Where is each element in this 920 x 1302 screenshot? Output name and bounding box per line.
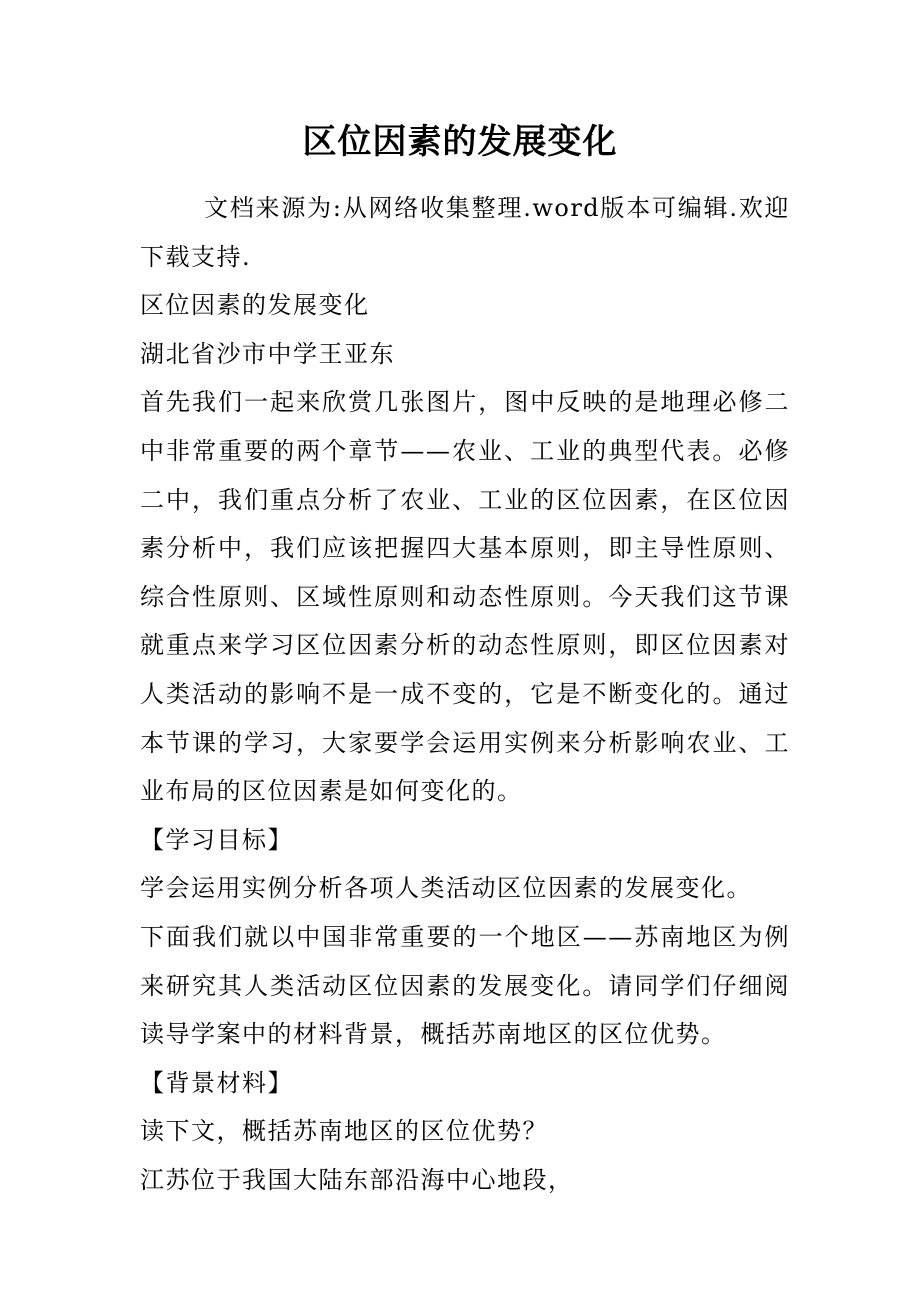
intro-paragraph: 首先我们一起来欣赏几张图片，图中反映的是地理必修二中非常重要的两个章节——农业、工业的典型代表。必修二中，我们重点分析了农业、工业的区位因素，在区位因素分析中，我们应该把握四大基本原则，即主导性原则、综合性原则、区域性原则和动态性原则。今天我们这节课就重点来学习区位因素分析的动态性原则，即区位因素对人类活动的影响不是一成不变的，它是不断变化的。通过本节课的学习，大家要学会运用实例来分析影响农业、工业布局的区位因素是如何变化的。 bbox=[140, 388, 790, 806]
objective-text: 学会运用实例分析各项人类活动区位因素的发展变化。 bbox=[140, 874, 752, 903]
document-title: 区位因素的发展变化 bbox=[302, 122, 618, 162]
section-heading-objectives: 【学习目标】 bbox=[140, 825, 293, 854]
section-heading-background: 【背景材料】 bbox=[140, 1068, 293, 1097]
question-text: 读下文，概括苏南地区的区位优势？ bbox=[140, 1117, 548, 1146]
background-text: 江苏位于我国大陆东部沿海中心地段， bbox=[140, 1165, 574, 1194]
author-line: 湖北省沙市中学王亚东 bbox=[140, 339, 395, 368]
case-intro-paragraph: 下面我们就以中国非常重要的一个地区——苏南地区为例来研究其人类活动区位因素的发展变化。请同学们仔细阅读导学案中的材料背景，概括苏南地区的区位优势。 bbox=[140, 922, 790, 1049]
source-note: 文档来源为:从网络收集整理.word版本可编辑.欢迎下载支持. bbox=[140, 194, 790, 271]
document-body bbox=[140, 184, 790, 1204]
subtitle: 区位因素的发展变化 bbox=[140, 291, 370, 320]
